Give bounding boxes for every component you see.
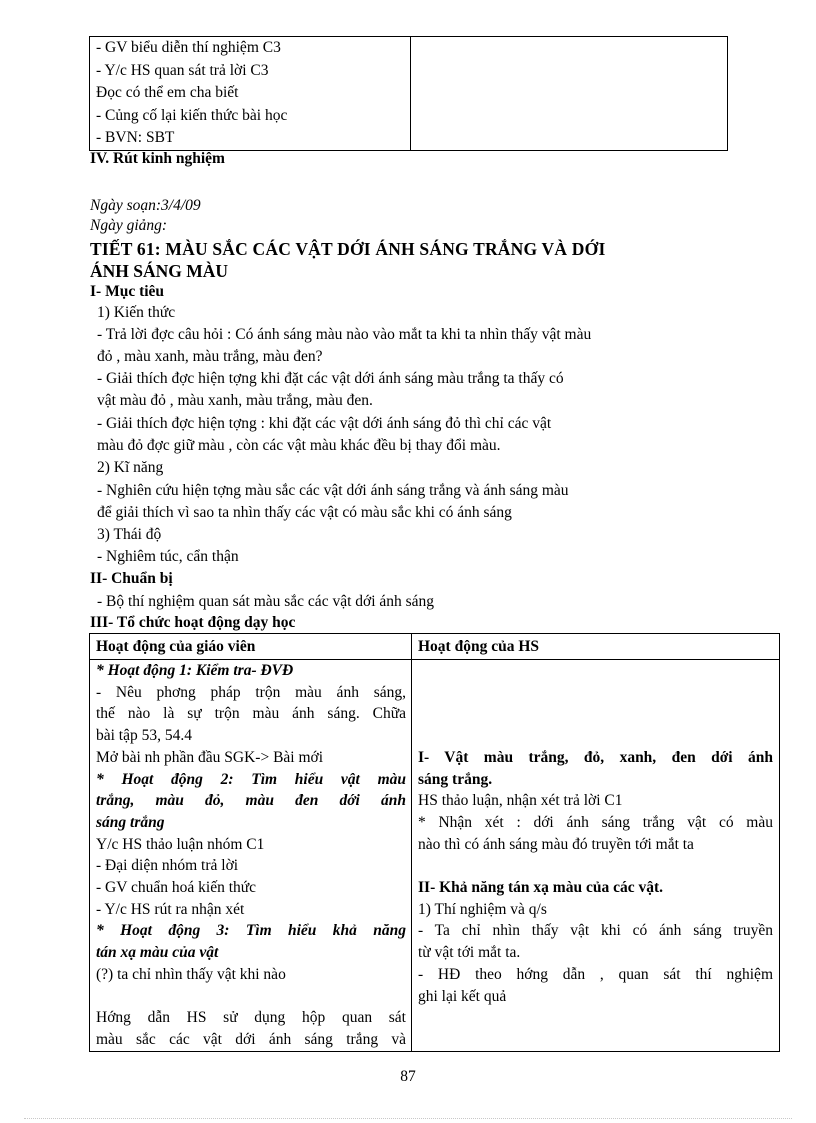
top-line: - GV biểu diễn thí nghiệm C3 <box>96 39 281 56</box>
teacher-activities <box>90 660 412 1052</box>
lesson-title-line-2: ÁNH SÁNG MÀU <box>90 261 229 281</box>
activity-3-title: * Hoạt động 3: Tìm hiểu khả năng <box>96 922 406 940</box>
activity-2-line: - GV chuẩn hoá kiến thức <box>96 879 257 897</box>
section-iii-heading: III- Tổ chức hoạt động dạy học <box>90 614 296 631</box>
activity-2-title: trắng, màu đỏ, màu đen dới ánh <box>96 792 406 810</box>
student-section-1-line: * Nhận xét : dới ánh sáng trắng vật có màu <box>418 813 773 831</box>
section-ii-heading: II- Chuẩn bị <box>90 570 173 587</box>
top-table-right-cell <box>411 37 728 151</box>
top-line: - Củng cố lại kiến thức bài học <box>96 106 288 124</box>
kien-thuc-line: - Trả lời đợc câu hỏi : Có ánh sáng màu nào vào mắt ta khi ta nhìn thấy vật màu <box>97 326 592 343</box>
activity-2-title: * Hoạt động 2: Tìm hiểu vật màu <box>96 770 406 788</box>
bottom-divider <box>24 1118 792 1119</box>
top-line: Đọc có thể em cha biết <box>96 84 239 101</box>
thai-do-line: - Nghiêm túc, cẩn thận <box>97 548 239 565</box>
activity-1-line: - Nêu phơng pháp trộn màu ánh sáng, <box>96 683 406 701</box>
activity-3-line: Hớng dẫn HS sử dụng hộp quan sát <box>96 1009 406 1027</box>
student-section-2-line: từ vật tới mắt ta. <box>418 944 521 962</box>
ngay-soan: Ngày soạn:3/4/09 <box>90 197 201 214</box>
activity-2-title: sáng trắng <box>96 813 165 831</box>
top-table-left-cell <box>90 37 411 151</box>
student-section-1-title: I- Vật màu trắng, đỏ, xanh, đen dới ánh <box>418 748 773 766</box>
student-section-1-line: nào thì có ánh sáng màu đó truyền tới mắt ta <box>418 835 694 853</box>
student-section-2-line: - HĐ theo hớng dẫn , quan sát thí nghiệm <box>418 965 773 983</box>
kien-thuc-line: vật màu đỏ , màu xanh, màu trắng, màu đen. <box>97 392 373 409</box>
activity-3-question: (?) ta chỉ nhìn thấy vật khi nào <box>96 965 286 983</box>
activity-table <box>89 633 780 1052</box>
chuan-bi-line: - Bộ thí nghiệm quan sát màu sắc các vật dới ánh sáng <box>97 593 435 610</box>
student-section-2-line: ghi lại kết quả <box>418 987 507 1005</box>
activity-1-title: * Hoạt động 1: Kiểm tra- ĐVĐ <box>96 662 294 679</box>
subsection-kien-thuc: 1) Kiến thức <box>97 304 176 321</box>
top-table <box>89 36 728 151</box>
ngay-giang: Ngày giảng: <box>90 217 168 234</box>
student-section-1-line: HS thảo luận, nhận xét trả lời C1 <box>418 792 623 810</box>
student-spacer <box>418 855 773 877</box>
activity-3-title: tán xạ màu của vật <box>96 944 219 962</box>
activity-1-line: bài tập 53, 54.4 <box>96 727 192 745</box>
student-section-2-line: 1) Thí nghiệm và q/s <box>418 900 547 918</box>
ki-nang-line: để giải thích vì sao ta nhìn thấy các vật có màu sắc khi có ánh sáng <box>97 504 512 521</box>
header-student: Hoạt động của HS <box>412 634 780 660</box>
subsection-thai-do: 3) Thái độ <box>97 526 162 543</box>
header-teacher: Hoạt động của giáo viên <box>90 634 412 660</box>
kien-thuc-line: đỏ , màu xanh, màu trắng, màu đen? <box>97 348 323 365</box>
activity-2-line: Y/c HS thảo luận nhóm C1 <box>96 835 265 853</box>
student-section-2-title: II- Khả năng tán xạ màu của các vật. <box>418 879 664 896</box>
lesson-title-line-1: TIẾT 61: MÀU SẮC CÁC VẬT DỚI ÁNH SÁNG TRẮNG VÀ DỚI <box>90 239 606 259</box>
top-line: - BVN: SBT <box>96 129 175 146</box>
activity-2-line: - Đại diện nhóm trả lời <box>96 857 239 875</box>
student-section-1-title: sáng trắng. <box>418 770 493 788</box>
subsection-ki-nang: 2) Kĩ năng <box>97 459 164 476</box>
kien-thuc-line: - Giải thích đợc hiện tợng khi đặt các vật dới ánh sáng màu trắng ta thấy có <box>97 370 564 387</box>
section-i-heading: I- Mục tiêu <box>90 283 165 300</box>
kien-thuc-line: - Giải thích đợc hiện tợng : khi đặt các vật dới ánh sáng đỏ thì chỉ các vật <box>97 415 552 432</box>
kien-thuc-line: màu đỏ đợc giữ màu , còn các vật màu khác đều bị thay đổi màu. <box>97 437 501 454</box>
activity-3-line: màu sắc các vật dới ánh sáng trắng và <box>96 1030 406 1048</box>
student-activities <box>412 660 780 1052</box>
section-iv-heading: IV. Rút kinh nghiệm <box>90 150 225 167</box>
top-line: - Y/c HS quan sát trả lời C3 <box>96 61 269 79</box>
activity-2-line: - Y/c HS rút ra nhận xét <box>96 900 245 918</box>
page-number: 87 <box>400 1068 416 1085</box>
activity-1-line: Mở bài nh phần đầu SGK-> Bài mới <box>96 748 324 766</box>
activity-1-line: thế nào là sự trộn màu ánh sáng. Chữa <box>96 705 406 723</box>
student-section-2-line: - Ta chỉ nhìn thấy vật khi có ánh sáng truyền <box>418 922 773 940</box>
student-spacer <box>418 660 773 747</box>
ki-nang-line: - Nghiên cứu hiện tợng màu sắc các vật dới ánh sáng trắng và ánh sáng màu <box>97 482 569 499</box>
